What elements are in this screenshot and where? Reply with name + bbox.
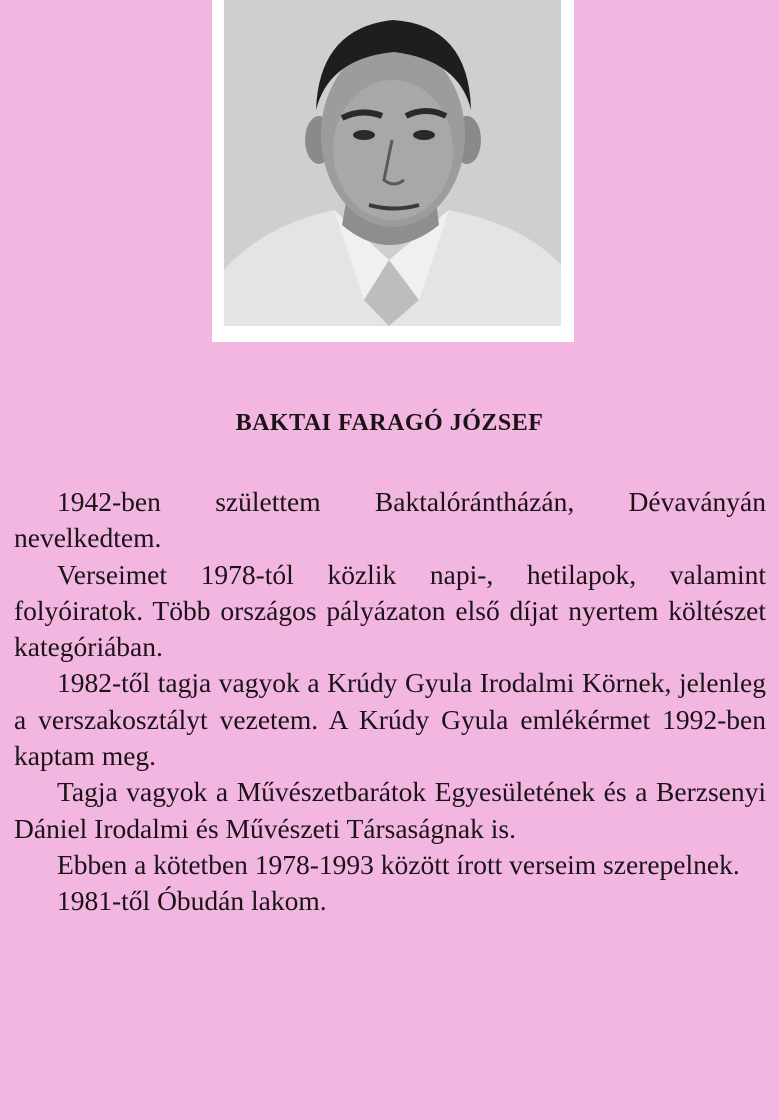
- bio-paragraph-memberships: Tagja vagyok a Művészetbarátok Egyesületének és a Berzsenyi Dániel Irodalmi és Művészeti Társaságnak is.: [14, 776, 766, 844]
- bio-paragraph-residence: 1981-től Óbudán lakom.: [57, 885, 327, 917]
- portrait-illustration: [224, 0, 561, 326]
- biography-text: [14, 484, 766, 920]
- author-portrait-photo: [224, 0, 561, 326]
- bio-paragraph-literary-circle: 1982-től tagja vagyok a Krúdy Gyula Irodalmi Körnek, jelenleg a verszakosztályt vezetem. A Krúdy Gyula emlékérmet 1992-ben kaptam meg.: [14, 667, 766, 772]
- author-name-heading: BAKTAI FARAGÓ JÓZSEF: [235, 410, 544, 436]
- bio-paragraph-volume: Ebben a kötetben 1978-1993 között írott verseim szerepelnek.: [57, 848, 740, 880]
- bio-paragraph-publications: Verseimet 1978-tól közlik napi-, hetilapok, valamint folyóiratok. Több országos pályázaton első díjat nyertem költészet kategóriában.: [14, 558, 766, 663]
- photo-frame: [212, 0, 574, 342]
- bio-paragraph-birth: 1942-ben születtem Baktalórántházán, Dévaványán nevelkedtem.: [14, 486, 766, 554]
